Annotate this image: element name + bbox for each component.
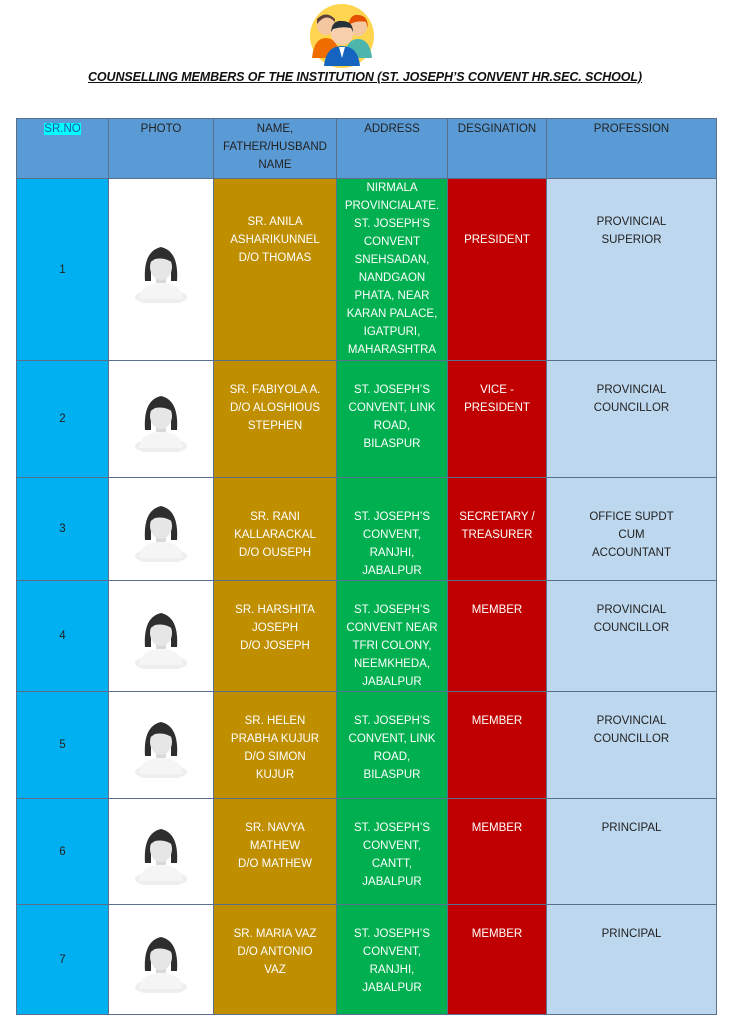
header-sr: SR.NO: [17, 119, 109, 179]
header-name: NAME, FATHER/HUSBAND NAME: [214, 119, 337, 179]
header-photo: PHOTO: [109, 119, 214, 179]
photo-cell: [109, 905, 214, 1015]
address-cell: ST. JOSEPH’S CONVENT, RANJHI, JABALPUR: [337, 905, 448, 1015]
designation-cell: VICE - PRESIDENT: [448, 361, 547, 478]
designation-cell: MEMBER: [448, 905, 547, 1015]
sr-cell: 7: [17, 905, 109, 1015]
photo-cell: [109, 179, 214, 361]
female-avatar-placeholder-icon: [131, 927, 191, 993]
table-row: [17, 799, 717, 905]
table-row: [17, 905, 717, 1015]
header-profession: PROFESSION: [547, 119, 717, 179]
photo-cell: [109, 799, 214, 905]
female-avatar-placeholder-icon: [131, 712, 191, 778]
name-cell: SR. FABIYOLA A. D/O ALOSHIOUS STEPHEN: [214, 361, 337, 478]
table-row: [17, 478, 717, 581]
table-row: [17, 692, 717, 799]
sr-cell: 5: [17, 692, 109, 799]
sr-cell: 6: [17, 799, 109, 905]
sr-cell: 4: [17, 581, 109, 692]
designation-cell: MEMBER: [448, 799, 547, 905]
members-table: [16, 118, 717, 1015]
address-cell: ST. JOSEPH’S CONVENT NEAR TFRI COLONY, NEEMKHEDA, JABALPUR: [337, 581, 448, 692]
photo-cell: [109, 361, 214, 478]
female-avatar-placeholder-icon: [131, 496, 191, 562]
name-cell: SR. RANI KALLARACKAL D/O OUSEPH: [214, 478, 337, 581]
profession-cell: PROVINCIAL COUNCILLOR: [547, 581, 717, 692]
sr-cell: 1: [17, 179, 109, 361]
designation-cell: SECRETARY / TREASURER: [448, 478, 547, 581]
name-cell: SR. ANILA ASHARIKUNNEL D/O THOMAS: [214, 179, 337, 361]
three-people-avatar-icon: [300, 2, 384, 68]
address-cell: ST. JOSEPH’S CONVENT, LINK ROAD, BILASPUR: [337, 361, 448, 478]
address-cell: ST. JOSEPH’S CONVENT, CANTT, JABALPUR: [337, 799, 448, 905]
table-row: [17, 581, 717, 692]
table-row: [17, 361, 717, 478]
designation-cell: MEMBER: [448, 692, 547, 799]
designation-cell: PRESIDENT: [448, 179, 547, 361]
sr-cell: 2: [17, 361, 109, 478]
table-row: [17, 179, 717, 361]
address-cell: ST. JOSEPH’S CONVENT, LINK ROAD, BILASPUR: [337, 692, 448, 799]
photo-cell: [109, 581, 214, 692]
header-designation: DESGINATION: [448, 119, 547, 179]
header-address: ADDRESS: [337, 119, 448, 179]
photo-cell: [109, 692, 214, 799]
profession-cell: OFFICE SUPDT CUM ACCOUNTANT: [547, 478, 717, 581]
address-cell: ST. JOSEPH’S CONVENT, RANJHI, JABALPUR: [337, 478, 448, 581]
name-cell: SR. HARSHITA JOSEPH D/O JOSEPH: [214, 581, 337, 692]
photo-cell: [109, 478, 214, 581]
female-avatar-placeholder-icon: [131, 819, 191, 885]
name-cell: SR. HELEN PRABHA KUJUR D/O SIMON KUJUR: [214, 692, 337, 799]
name-cell: SR. MARIA VAZ D/O ANTONIO VAZ: [214, 905, 337, 1015]
female-avatar-placeholder-icon: [131, 386, 191, 452]
page-title: COUNSELLING MEMBERS OF THE INSTITUTION (ST. JOSEPH’S CONVENT HR.SEC. SCHOOL): [87, 70, 642, 84]
sr-cell: 3: [17, 478, 109, 581]
female-avatar-placeholder-icon: [131, 603, 191, 669]
profession-cell: PROVINCIAL SUPERIOR: [547, 179, 717, 361]
profession-cell: PROVINCIAL COUNCILLOR: [547, 361, 717, 478]
profession-cell: PRINCIPAL: [547, 905, 717, 1015]
address-cell: NIRMALA PROVINCIALATE. ST. JOSEPH’S CONVENT SNEHSADAN, NANDGAON PHATA, NEAR KARAN PALACE, IGATPURI, MAHARASHTRA: [337, 179, 448, 361]
profession-cell: PRINCIPAL: [547, 799, 717, 905]
female-avatar-placeholder-icon: [131, 237, 191, 303]
name-cell: SR. NAVYA MATHEW D/O MATHEW: [214, 799, 337, 905]
designation-cell: MEMBER: [448, 581, 547, 692]
table-header-row: [17, 119, 717, 179]
profession-cell: PROVINCIAL COUNCILLOR: [547, 692, 717, 799]
